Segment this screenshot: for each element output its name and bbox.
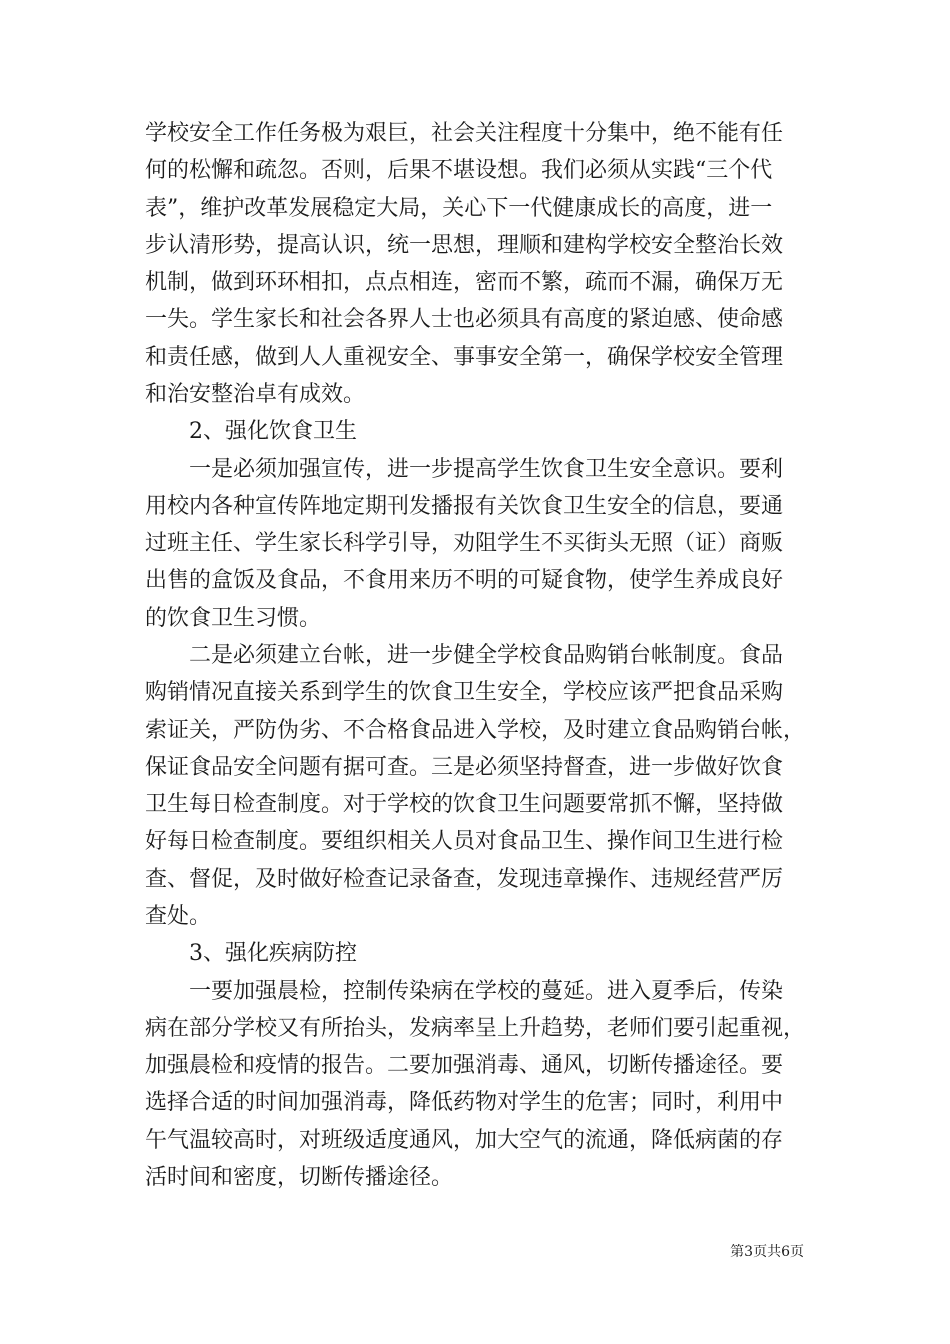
text-line: 机制，做到环环相扣，点点相连，密而不繁，疏而不漏，确保万无 (145, 270, 784, 296)
text-line: 用校内各种宣传阵地定期刊发播报有关饮食卫生安全的信息，要通 (145, 493, 784, 519)
text-line: 和责任感，做到人人重视安全、事事安全第一，确保学校安全管理 (145, 344, 784, 370)
text-line: 表”，维护改革发展稳定大局，关心下一代健康成长的高度，进一 (145, 195, 773, 221)
text-line: 活时间和密度，切断传播途径。 (145, 1165, 454, 1190)
text-line: 午气温较高时，对班级适度通风，加大空气的流通，降低病菌的存 (145, 1127, 784, 1153)
text-line: 一是必须加强宣传，进一步提高学生饮食卫生安全意识。要利 (145, 456, 784, 482)
text-line: 和治安整治卓有成效。 (145, 382, 366, 407)
text-line: 步认清形势，提高认识，统一思想，理顺和建构学校安全整治长效 (145, 232, 784, 258)
text-line: 一要加强晨检，控制传染病在学校的蔓延。进入夏季后，传染 (145, 978, 784, 1004)
text-line: 出售的盒饭及食品，不食用来历不明的可疑食物，使学生养成良好 (145, 568, 784, 594)
text-line: 何的松懈和疏忽。否则，后果不堪设想。我们必须从实践“三个代 (145, 158, 773, 184)
text-line: 保证食品安全问题有据可查。三是必须坚持督查，进一步做好饮食 (145, 754, 784, 780)
text-line: 学校安全工作任务极为艰巨，社会关注程度十分集中，绝不能有任 (145, 121, 784, 146)
text-line: 二是必须建立台帐，进一步健全学校食品购销台帐制度。食品 (145, 643, 784, 668)
page-footer: 第3页共6页 (730, 1244, 804, 1260)
text-line: 的饮食卫生习惯。 (145, 605, 322, 631)
text-line: 好每日检查制度。要组织相关人员对食品卫生、操作间卫生进行检 (145, 829, 784, 855)
text-line: 购销情况直接关系到学生的饮食卫生安全，学校应该严把食品采购 (145, 680, 784, 706)
text-line: 3、强化疾病防控 (145, 941, 357, 967)
text-line: 一失。学生家长和社会各界人士也必须具有高度的紧迫感、使命感 (145, 307, 784, 333)
text-line: 索证关，严防伪劣、不合格食品进入学校，及时建立食品购销台帐， (145, 717, 806, 743)
text-line: 过班主任、学生家长科学引导，劝阻学生不买街头无照（证）商贩 (145, 531, 784, 557)
text-line: 查处。 (145, 904, 212, 929)
text-line: 查、督促，及时做好检查记录备查，发现违章操作、违规经营严厉 (145, 866, 784, 892)
text-line: 2、强化饮食卫生 (145, 419, 357, 445)
text-line: 病在部分学校又有所抬头，发病率呈上升趋势，老师们要引起重视， (145, 1015, 806, 1041)
text-line: 卫生每日检查制度。对于学校的饮食卫生问题要常抓不懈，坚持做 (145, 792, 784, 818)
text-line: 加强晨检和疫情的报告。二要加强消毒、通风，切断传播途径。要 (145, 1053, 784, 1079)
text-line: 选择合适的时间加强消毒，降低药物对学生的危害；同时，利用中 (145, 1090, 784, 1116)
